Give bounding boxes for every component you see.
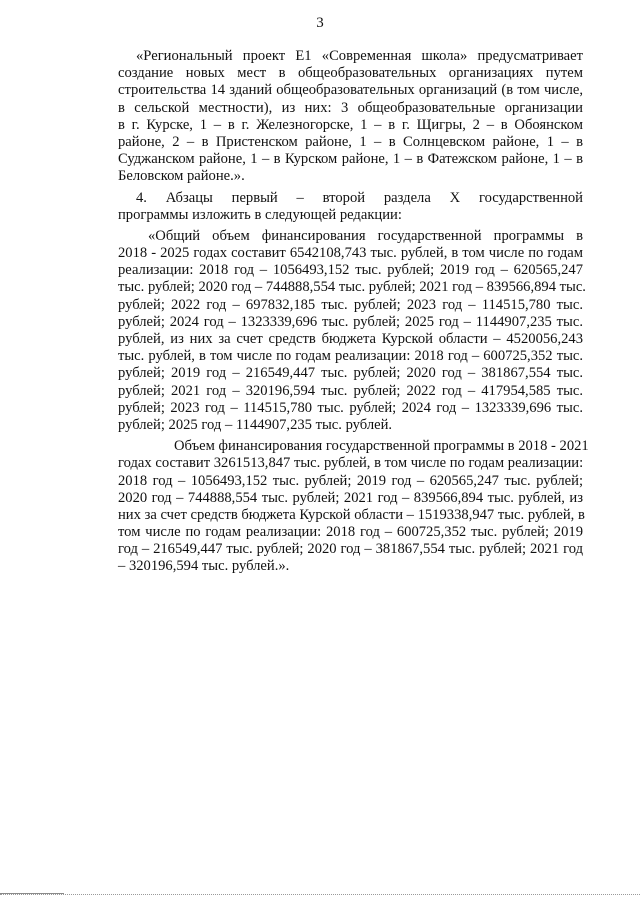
paragraph-regional-project — [118, 48, 583, 186]
text-line: «Общий объем финансирования государственной программы в — [148, 227, 583, 244]
text-line: 2018 год – 1056493,152 тыс. рублей; 2019 год – 620565,247 тыс. рублей; — [118, 472, 583, 489]
text-line: них за счет средств бюджета Курской области – 1519338,947 тыс. рублей, в — [118, 506, 585, 523]
text-line: рублей; 2019 год – 216549,447 тыс. рублей; 2020 год – 381867,554 тыс. — [118, 365, 583, 382]
paragraph-total-financing — [118, 227, 586, 434]
text-line: годах составит 3261513,847 тыс. рублей, в том числе по годам реализации: — [118, 455, 584, 472]
text-line: том числе по годам реализации: 2018 год – 600725,352 тыс. рублей; 2019 — [118, 524, 583, 541]
text-line: «Региональный проект Е1 «Современная школа» предусматривает — [136, 48, 583, 64]
text-line: районе, 2 – в Пристенском районе, 1 – в Солнцевском районе, 1 – в — [118, 133, 583, 150]
text-line: рублей, из них за счет средств бюджета Курской области – 4520056,243 — [118, 331, 583, 347]
text-line: – 320196,594 тыс. рублей.». — [118, 558, 290, 575]
text-line: в г. Курске, 1 – в г. Железногорске, 1 – в г. Щигры, 2 – в Обоянском — [118, 116, 583, 133]
text-line: рублей; 2022 год – 697832,185 тыс. рублей; 2023 год – 114515,780 тыс. — [118, 296, 583, 313]
paragraph-financing-2018-2021 — [118, 438, 589, 576]
text-line: рублей; 2023 год – 114515,780 тыс. рублей; 2024 год – 1323339,696 тыс. — [118, 399, 583, 416]
text-line: строительства 14 зданий общеобразовательных организаций (в том числе, — [118, 82, 583, 99]
text-line: в сельской местности), из них: 3 общеобразовательные организации — [118, 99, 583, 116]
text-line: создание новых мест в общеобразовательных организациях путем — [118, 65, 583, 82]
text-line: 2020 год – 744888,554 тыс. рублей; 2021 год – 839566,894 тыс. рублей, из — [118, 489, 583, 506]
text-line: 4. Абзацы первый – второй раздела X государственной — [136, 189, 583, 206]
text-line: Суджанском районе, 1 – в Курском районе, 1 – в Фатежском районе, 1 – в — [118, 151, 583, 168]
text-line: рублей; 2024 год – 1323339,696 тыс. рублей; 2025 год – 1144907,235 тыс. — [118, 313, 583, 330]
text-line: реализации: 2018 год – 1056493,152 тыс. рублей; 2019 год – 620565,247 — [118, 262, 583, 279]
text-line: Беловском районе.». — [118, 168, 245, 185]
footer-rule — [0, 894, 640, 895]
text-line: тыс. рублей; 2020 год – 744888,554 тыс. рублей; 2021 год – 839566,894 тыс. — [118, 279, 586, 296]
paragraph-item-4 — [118, 190, 583, 224]
text-line: тыс. рублей, в том числе по годам реализации: 2018 год – 600725,352 тыс. — [118, 348, 583, 365]
text-line: рублей; 2025 год – 1144907,235 тыс. рублей. — [118, 416, 393, 433]
footer-rule-left — [0, 893, 64, 894]
document-body — [118, 48, 589, 576]
page-number: 3 — [316, 15, 324, 31]
text-line: рублей; 2021 год – 320196,594 тыс. рублей; 2022 год – 417954,585 тыс. — [118, 382, 583, 399]
text-line: Объем финансирования государственной программы в 2018 - 2021 — [174, 438, 589, 455]
text-line: 2018 - 2025 годах составит 6542108,743 тыс. рублей, в том числе по годам — [118, 245, 583, 262]
text-line: программы изложить в следующей редакции: — [118, 206, 402, 223]
text-line: год – 216549,447 тыс. рублей; 2020 год – 381867,554 тыс. рублей; 2021 год — [118, 541, 583, 558]
